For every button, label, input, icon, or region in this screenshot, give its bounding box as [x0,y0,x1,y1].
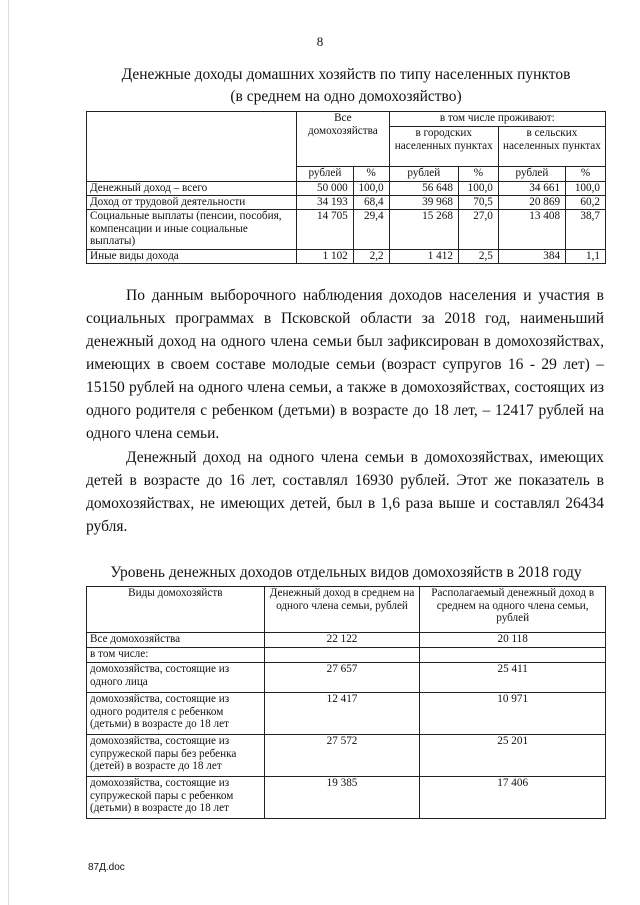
table-cell: 15 268 [389,210,458,250]
table1-header-all: Все домохозяйства [297,112,390,167]
table-cell: 2,2 [353,250,389,264]
table1-unit-rub: рублей [498,167,565,182]
table-cell: 25 411 [420,663,606,693]
table2-header-type: Виды домохозяйств [87,587,265,633]
table1-unit-pct: % [458,167,498,182]
paragraph-2: Денежный доход на одного члена семьи в домохозяйствах, имеющих детей в возрасте до 16 лет, составлял 16930 рублей. Этот же показатель в домохозяйствах, не имеющих детей, был в 1,6 раза выше и составлял 26434 рубля. [86,449,604,535]
row-label: Иные виды дохода [87,250,297,264]
row-label: домохозяйства, состоящие из одного родителя с ребенком (детьми) в возрасте до 18 лет [87,693,265,735]
table-cell: 20 118 [420,633,606,648]
table-cell: 50 000 [297,182,354,196]
table-cell: 27 572 [264,735,420,777]
table1-title [86,64,606,108]
table1-header-urban: в городских населенных пунктах [389,127,498,167]
table1-unit-rub: рублей [389,167,458,182]
table-row [87,196,606,210]
table2-header-disposable: Располагаемый денежный доход в среднем на одного члена семьи, рублей [420,587,606,633]
table-cell: 17 406 [420,777,606,819]
table-cell: 10 971 [420,693,606,735]
table2-header-income: Денежный доход в среднем на одного члена семьи, рублей [264,587,420,633]
table-row [87,777,606,819]
table-cell [264,648,420,663]
table-cell: 100,0 [458,182,498,196]
table1-title-line2: (в среднем на одно домохозяйство) [230,88,462,105]
row-label: домохозяйства, состоящие из одного лица [87,663,265,693]
income-by-settlement-table [86,111,606,264]
table-cell: 27,0 [458,210,498,250]
table-cell: 1 412 [389,250,458,264]
table-cell: 39 968 [389,196,458,210]
table-cell [420,648,606,663]
income-by-household-type-table [86,586,606,819]
table-cell: 70,5 [458,196,498,210]
table-cell: 68,4 [353,196,389,210]
page-number: 8 [316,34,324,49]
table-cell: 25 201 [420,735,606,777]
table-cell: 29,4 [353,210,389,250]
table-cell: 34 193 [297,196,354,210]
table1-header-rural: в сельских населенных пунктах [498,127,605,167]
table-cell: 13 408 [498,210,565,250]
table-cell: 12 417 [264,693,420,735]
table-cell: 27 657 [264,663,420,693]
row-label: Социальные выплаты (пенсии, пособия, компенсации и иные социальные выплаты) [87,210,297,250]
table-cell: 100,0 [566,182,606,196]
table-cell: 38,7 [566,210,606,250]
table1-header-incl: в том числе проживают: [389,112,605,127]
table-row [87,633,606,648]
table-cell: 384 [498,250,565,264]
table-cell: 1,1 [566,250,606,264]
table1-corner-cell [87,112,297,182]
table-row [87,250,606,264]
table-row [87,663,606,693]
table-row [87,210,606,250]
paragraph-1: По данным выборочного наблюдения доходов населения и участия в социальных программах в Псковской области за 2018 год, наименьший денежный доход на одного члена семьи был зафиксирован в домохозяйствах, имеющих в своем составе молодые семьи (возраст супругов 16 - 29 лет) – 15150 рублей на одного члена семьи, а также в домохозяйствах, состоящих из одного родителя с ребенком (детьми) в возрасте до 18 лет, – 12417 рублей на одного члена семьи. [86,287,604,442]
table-row [87,182,606,196]
table-cell: 100,0 [353,182,389,196]
table-cell: 19 385 [264,777,420,819]
table1-unit-pct: % [353,167,389,182]
table-cell: 22 122 [264,633,420,648]
paragraph-1-block [86,284,604,445]
row-label: домохозяйства, состоящие из супружеской пары без ребенка (детей) в возрасте до 18 лет [87,735,265,777]
table-cell: 20 869 [498,196,565,210]
row-label: в том числе: [87,648,265,663]
table1-unit-rub: рублей [297,167,354,182]
scan-margin-line [8,0,9,905]
row-label: Доход от трудовой деятельности [87,196,297,210]
paragraph-2-block [86,446,604,538]
table-cell: 2,5 [458,250,498,264]
footer-filename: 87Д.doc [88,862,125,873]
row-label: Все домохозяйства [87,633,265,648]
table2-title: Уровень денежных доходов отдельных видов домохозяйств в 2018 году [110,564,582,581]
table-row [87,735,606,777]
table-cell: 34 661 [498,182,565,196]
table-cell: 60,2 [566,196,606,210]
table1-unit-pct: % [566,167,606,182]
table-row [87,648,606,663]
table1-title-line1: Денежные доходы домашних хозяйств по типу населенных пунктов [121,66,571,83]
table-cell: 1 102 [297,250,354,264]
table-cell: 56 648 [389,182,458,196]
row-label: домохозяйства, состоящие из супружеской пары с ребенком (детьми) в возрасте до 18 лет [87,777,265,819]
table-cell: 14 705 [297,210,354,250]
table-row [87,693,606,735]
row-label: Денежный доход – всего [87,182,297,196]
